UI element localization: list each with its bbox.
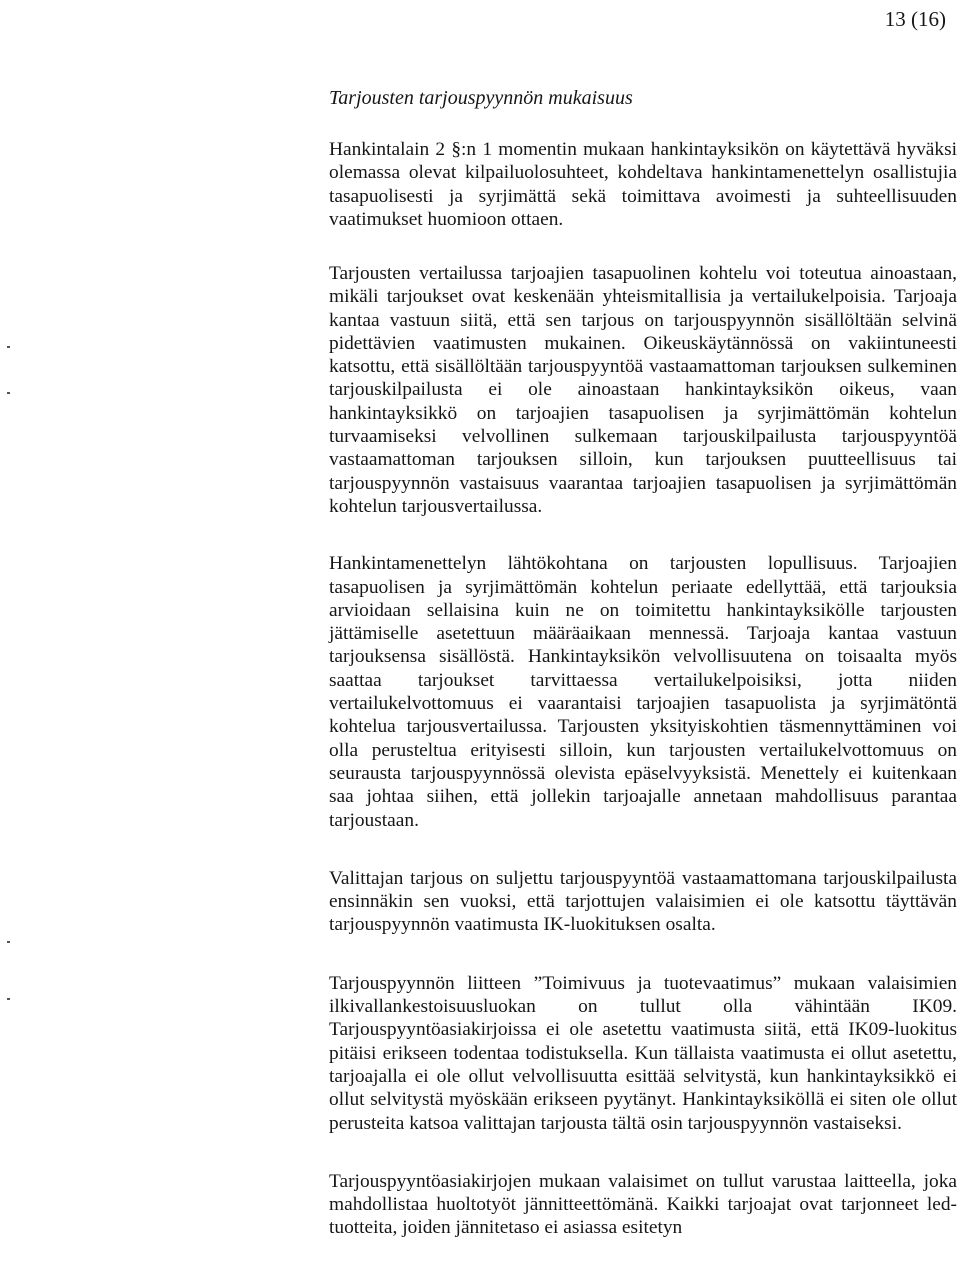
paragraph-6: Tarjouspyyntöasiakirjojen mukaan valaisimet on tullut varustaa laitteella, joka mahdollistaa huoltotyöt jännitteettömänä. Kaikki tarjoajat ovat tarjonneet led-tuotteita, joiden jännitetaso ei asiassa esitetyn: [329, 1170, 957, 1239]
paragraph-4: Valittajan tarjous on suljettu tarjouspyyntöä vastaamattomana tarjouskilpailusta ensinnäkin sen vuoksi, että tarjottujen valaisimien ei ole katsottu täyttävän tarjouspyynnön vaatimusta IK-luokituksen osalta.: [329, 867, 957, 936]
page-number: 13 (16): [884, 7, 946, 31]
margin-mark: [7, 346, 10, 348]
paragraph-1: Hankintalain 2 §:n 1 momentin mukaan hankintayksikön on käytettävä hyväksi olemassa olevat kilpailuolosuhteet, kohdeltava hankintamenettelyn osallistujia tasapuolisesti ja syrjimättä sekä toimittava avoimesti ja suhteellisuuden vaatimukset huomioon ottaen.: [329, 139, 957, 230]
paragraph-3: Hankintamenettelyn lähtökohtana on tarjousten lopullisuus. Tarjoajien tasapuolisen ja syrjimättömän kohtelun periaate edellyttää, että tarjouksia arvioidaan sellaisina kuin ne on toimitettu hankintayksikölle tarjousten jättämiselle asetettuun määräaikaan mennessä. Tarjoaja kantaa vastuun tarjouksensa sisällöstä. Hankintayksikön velvollisuutena on toisaalta myös saattaa tarjoukset tarvittaessa vertailukelpoisiksi, jotta niiden vertailukelvottomuus ei vaarantaisi tarjoajien tasapuolista ja syrjimätöntä kohtelua tarjousvertailussa. Tarjousten yksityiskohtien täsmennyttäminen voi olla perusteltua erityisesti silloin, kun tarjousten vertailukelvottomuus on seurausta tarjouspyynnössä olevista epäselvyyksistä. Menettely ei kuitenkaan saa johtaa siihen, että jollekin tarjoajalle annetaan mahdollisuus parantaa tarjoustaan.: [329, 553, 957, 831]
margin-mark: [7, 941, 10, 943]
paragraph-5: Tarjouspyynnön liitteen ”Toimivuus ja tuotevaatimus” mukaan valaisimien ilkivallankestoisuusluokan on tullut olla vähintään IK09. Tarjouspyyntöasiakirjoissa ei ole asetettu vaatimusta siitä, että IK09-luokitus pitäisi erikseen todentaa todistuksella. Kun tällaista vaatimusta ei ollut asetettu, tarjoajalla ei ole ollut velvollisuutta esittää selvitystä, kun hankintayksikkö ei ollut selvitystä myöskään erikseen pyytänyt. Hankintayksiköllä ei siten ole ollut perusteita katsoa valittajan tarjousta tältä osin tarjouspyynnön vastaiseksi.: [329, 972, 957, 1134]
margin-mark: [7, 998, 10, 1000]
document-body: [329, 138, 957, 1240]
paragraph-2: Tarjousten vertailussa tarjoajien tasapuolinen kohtelu voi toteutua ainoastaan, mikäli tarjoukset ovat keskenään yhteismitallisia ja vertailukelpoisia. Tarjoaja kantaa vastuun siitä, että sen tarjous on tarjouspyynnön sisällöltään selvinä pidettävien vaatimusten mukainen. Oikeuskäytännössä on vakiintuneesti katsottu, että sisällöltään tarjouspyyntöä vastaamattoman tarjouksen sulkeminen tarjouskilpailusta ei ole ainoastaan hankintayksikön oikeus, vaan hankintayksikkö on tarjoajien tasapuolisen ja syrjimättömän kohtelun turvaamiseksi velvollinen sulkemaan tarjouskilpailusta tarjouspyyntöä vastaamattoman tarjouksen silloin, kun tarjouksen puutteellisuus tai tarjouspyynnön vastaisuus vaarantaa tarjoajien tasapuolisen ja syrjimättömän kohtelun tarjousvertailussa.: [329, 263, 957, 517]
margin-mark: [7, 392, 10, 394]
section-heading: Tarjousten tarjouspyynnön mukaisuus: [329, 87, 633, 109]
